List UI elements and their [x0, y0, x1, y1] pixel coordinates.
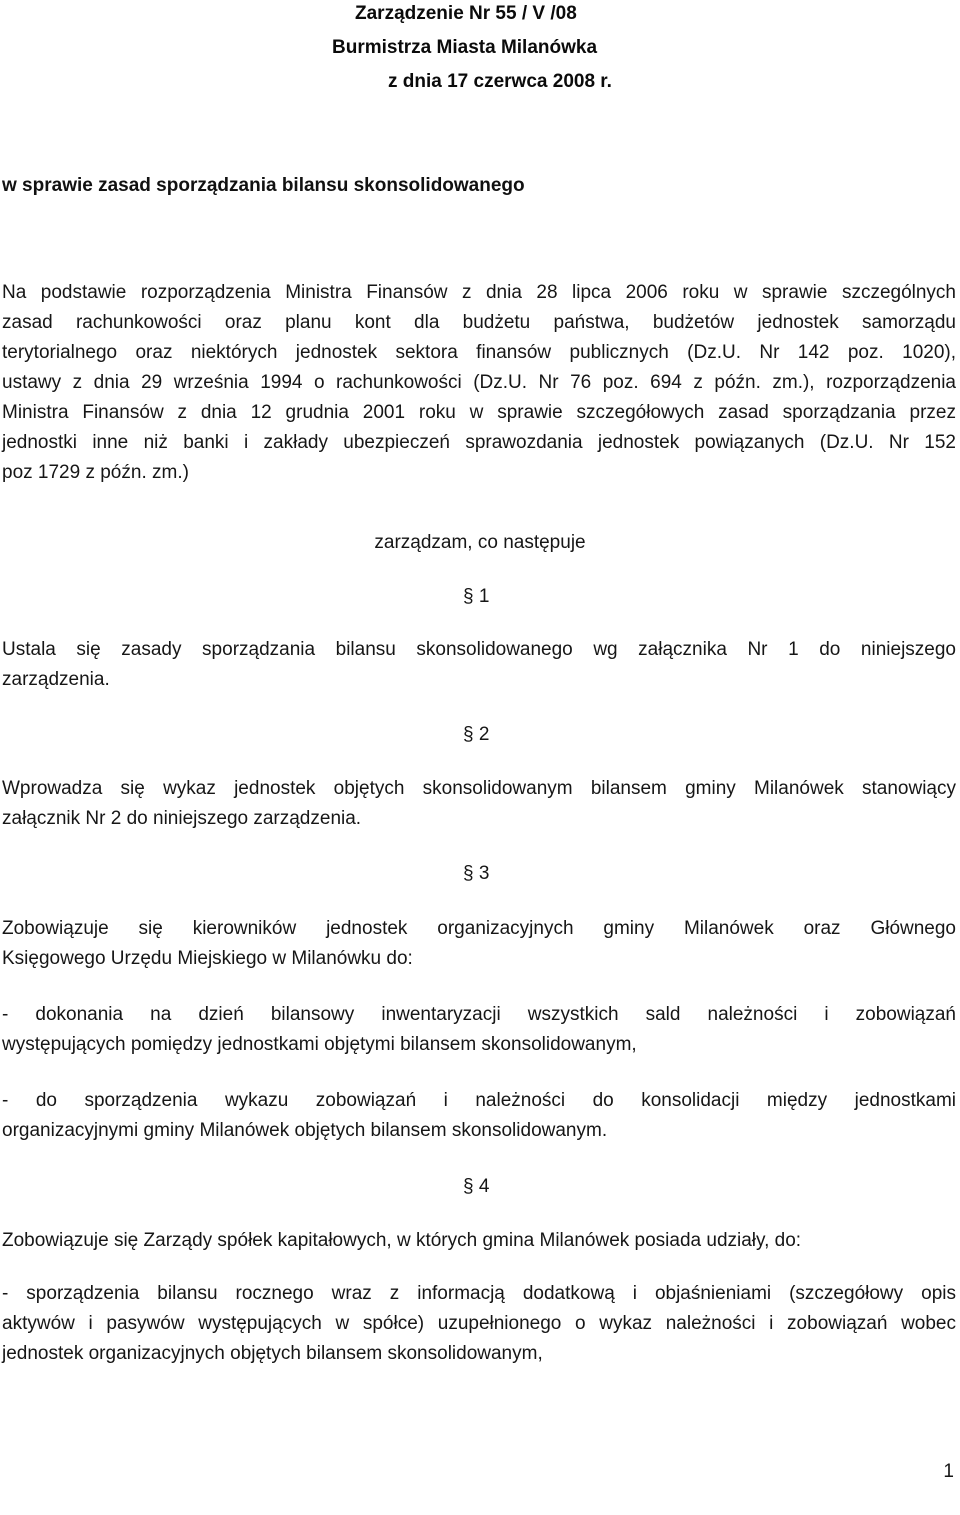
preamble-line: ustawy z dnia 29 września 1994 o rachunkowości (Dz.U. Nr 76 poz. 694 z późn. zm.), rozporządzenia	[2, 372, 956, 393]
section-2-paragraph	[2, 774, 956, 834]
section-heading-2: § 2	[463, 724, 490, 745]
section-heading-4: § 4	[463, 1176, 490, 1197]
paragraph-line: Ustala się zasady sporządzania bilansu skonsolidowanego wg załącznika Nr 1 do niniejszego	[2, 639, 956, 660]
paragraph-line: załącznik Nr 2 do niniejszego zarządzenia.	[2, 808, 362, 829]
page-number: 1	[943, 1461, 954, 1482]
section-4-paragraph-2	[2, 1279, 956, 1369]
preamble-paragraph	[2, 278, 956, 488]
paragraph-line: jednostek organizacyjnych objętych bilansem skonsolidowanym,	[2, 1343, 543, 1364]
paragraph-line: - dokonania na dzień bilansowy inwentaryzacji wszystkich sald należności i zobowiązań	[2, 1004, 956, 1025]
section-heading-3: § 3	[463, 863, 490, 884]
section-3-paragraph-3	[2, 1086, 956, 1146]
preamble-line: jednostki inne niż banki i zakłady ubezpieczeń sprawozdania jednostek powiązanych (Dz.U. Nr 152	[2, 432, 956, 453]
document-header	[0, 0, 960, 99]
paragraph-line: Księgowego Urzędu Miejskiego w Milanówku do:	[2, 948, 413, 969]
preamble-line: terytorialnego oraz niektórych jednostek sektora finansów publicznych (Dz.U. Nr 142 poz. 1020),	[2, 342, 956, 363]
document-subject: w sprawie zasad sporządzania bilansu skonsolidowanego	[2, 175, 525, 196]
paragraph-line: - do sporządzenia wykazu zobowiązań i należności do konsolidacji między jednostkami	[2, 1090, 956, 1111]
header-issuer: Burmistrza Miasta Milanówka	[332, 37, 598, 58]
section-4-paragraph-1	[2, 1226, 956, 1256]
paragraph-line: Zobowiązuje się kierowników jednostek organizacyjnych gminy Milanówek oraz Głównego	[2, 918, 956, 939]
section-3-paragraph-2	[2, 1000, 956, 1060]
preamble-line: Ministra Finansów z dnia 12 grudnia 2001 roku w sprawie szczegółowych zasad sporządzania przez	[2, 402, 956, 423]
header-title: Zarządzenie Nr 55 / V /08	[355, 3, 577, 24]
section-heading-1: § 1	[463, 586, 490, 607]
decree-statement: zarządzam, co następuje	[374, 532, 586, 553]
paragraph-line: - sporządzenia bilansu rocznego wraz z informacją dodatkową i objaśnieniami (szczegółowy opis	[2, 1283, 956, 1304]
preamble-line: Na podstawie rozporządzenia Ministra Finansów z dnia 28 lipca 2006 roku w sprawie szczególnych	[2, 282, 956, 303]
paragraph-line: Zobowiązuje się Zarządy spółek kapitałowych, w których gmina Milanówek posiada udziały, do:	[2, 1230, 802, 1251]
header-date: z dnia 17 czerwca 2008 r.	[388, 71, 612, 92]
section-3-paragraph-1	[2, 914, 956, 974]
paragraph-line: organizacyjnymi gminy Milanówek objętych bilansem skonsolidowanym.	[2, 1120, 608, 1141]
paragraph-line: zarządzenia.	[2, 669, 110, 690]
paragraph-line: Wprowadza się wykaz jednostek objętych skonsolidowanym bilansem gminy Milanówek stanowiący	[2, 778, 956, 799]
paragraph-line: aktywów i pasywów występujących w spółce) uzupełnionego o wykaz należności i zobowiązań wobec	[2, 1313, 956, 1334]
paragraph-line: występujących pomiędzy jednostkami objętymi bilansem skonsolidowanym,	[2, 1034, 637, 1055]
preamble-line: poz 1729 z późn. zm.)	[2, 462, 189, 483]
preamble-line: zasad rachunkowości oraz planu kont dla budżetu państwa, budżetów jednostek samorządu	[2, 312, 956, 333]
section-1-paragraph	[2, 635, 956, 695]
